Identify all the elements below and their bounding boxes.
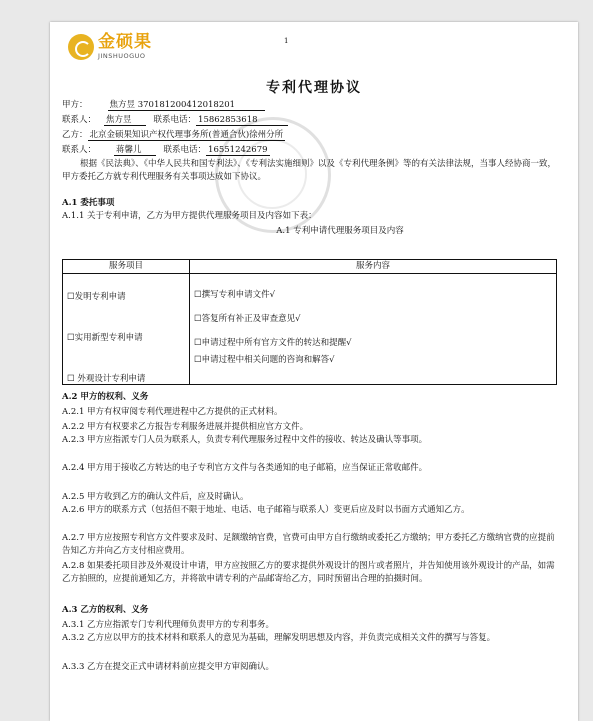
- contact-a-line: 联系人： 焦方昱 联系电话： 15862853618: [62, 115, 288, 125]
- clause-a31: A.3.1 乙方应指派专门专利代理师负责甲方的专利事务。: [62, 620, 275, 630]
- clause-a25: A.2.5 甲方收到乙方的确认文件后，应及时确认。: [62, 492, 249, 502]
- contact-b-phone: 16551242679: [208, 145, 268, 155]
- logo-icon: [68, 34, 94, 60]
- service-items-cell: [63, 274, 190, 385]
- party-a-line: 甲方： 焦方昱 370181200412018201: [62, 100, 265, 110]
- party-b-line: 乙方： 北京金硕果知识产权代理事务所(普通合伙)徐州分所: [62, 130, 284, 140]
- clause-a24: A.2.4 甲方用于接收乙方转达的电子专利官方文件与各类通知的电子邮箱，应当保证正常收邮件。: [62, 463, 428, 473]
- service-content: ☐撰写专利申请文件√: [194, 290, 276, 300]
- contact-a-name: 焦方昱: [104, 115, 146, 126]
- section-a3-heading: A.3 乙方的权利、义务: [62, 605, 149, 615]
- clause-a32: A.3.2 乙方应以甲方的技术材料和联系人的意见为基础，理解发明思想及内容，并负责完成相关文件的撰写与答复。: [62, 633, 496, 643]
- logo-en-text: JINSHUOGUO: [98, 52, 146, 61]
- section-a2-heading: A.2 甲方的权利、义务: [62, 392, 149, 402]
- clause-a22: A.2.2 甲方有权要求乙方报告专利服务进展并提供相应官方文件。: [62, 422, 309, 432]
- clause-a28: A.2.8 如果委托项目涉及外观设计申请，甲方应按照乙方的要求提供外观设计的图片或者照片，并告知使用该外观设计的产品，如需乙方拍照的，应提前通知乙方，并将欲申请专利的产品邮寄给乙方，同时预留出合理的拍摄时间。: [62, 561, 555, 584]
- company-logo: [68, 34, 152, 60]
- service-item: ☐发明专利申请: [67, 292, 126, 302]
- document-page: [50, 22, 578, 721]
- clause-a27: A.2.7 甲方应按照专利官方文件要求及时、足额缴纳官费，官费可由甲方自行缴纳或委托乙方缴纳；甲方委托乙方缴纳官费的应提前告知乙方并向乙方支付相应费用。: [62, 533, 555, 556]
- service-contents-cell: [190, 274, 557, 385]
- intro-paragraph: 根据《民法典》、《中华人民共和国专利法》、《专利法实施细则》以及《专利代理条例》等的有关法律法规，当事人经协商一致，甲方委托乙方就专利代理服务有关事项达成如下协议。: [62, 159, 557, 182]
- clause-a11: A.1.1 关于专利申请，乙方为甲方提供代理服务项目及内容如下表：: [62, 211, 317, 221]
- service-item: ☐ 外观设计专利申请: [67, 374, 146, 384]
- contact-b-name: 蒋馨儿: [114, 145, 156, 156]
- service-table: [62, 259, 557, 385]
- contact-a-phone: 15862853618: [196, 115, 288, 126]
- clause-a21: A.2.1 甲方有权审阅专利代理进程中乙方提供的正式材料。: [62, 407, 283, 417]
- party-a-value: 焦方昱 370181200412018201: [108, 100, 266, 111]
- table-header-contents: 服务内容: [190, 260, 557, 274]
- table-caption: A.1 专利申请代理服务项目及内容: [276, 226, 404, 236]
- clause-a23: A.2.3 甲方应指派专门人员为联系人，负责专利代理服务过程中文件的接收、转达及确认等事项。: [62, 435, 428, 445]
- party-b-value: 北京金硕果知识产权代理事务所(普通合伙)徐州分所: [89, 130, 284, 140]
- table-header-items: 服务项目: [63, 260, 190, 274]
- service-content: ☐申请过程中相关问题的咨询和解答√: [194, 355, 335, 365]
- service-content: ☐答复所有补正及审查意见√: [194, 314, 301, 324]
- service-content: ☐申请过程中所有官方文件的转达和提醒√: [194, 338, 352, 348]
- page-number: 1: [284, 37, 289, 45]
- clause-a33: A.3.3 乙方在提交正式申请材料前应提交甲方审阅确认。: [62, 662, 275, 672]
- section-a1-heading: A.1 委托事项: [62, 198, 115, 208]
- logo-cn-text: 金硕果: [98, 32, 152, 53]
- service-item: ☐实用新型专利申请: [67, 333, 143, 343]
- clause-a26: A.2.6 甲方的联系方式（包括但不限于地址、电话、电子邮箱与联系人）变更后应及时以书面方式通知乙方。: [62, 505, 470, 515]
- document-title: 专利代理协议: [266, 80, 362, 96]
- contact-b-line: 联系人： 蒋馨儿 联系电话： 16551242679: [62, 145, 268, 155]
